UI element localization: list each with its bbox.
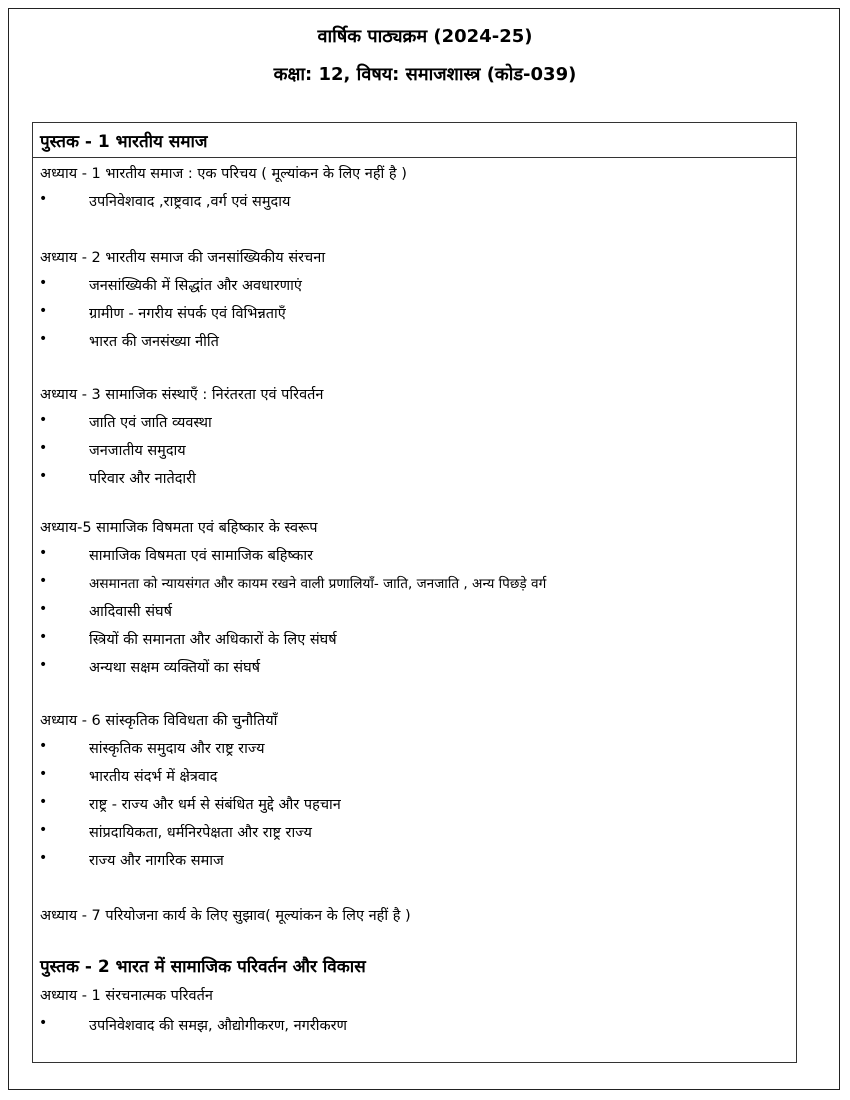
bullet-icon: • — [39, 303, 48, 319]
bullet-icon: • — [39, 601, 48, 617]
chapter-title: अध्याय - 7 परियोजना कार्य के लिए सुझाव( मूल्यांकन के लिए नहीं है ) — [40, 908, 411, 924]
bullet-icon: • — [39, 822, 48, 838]
list-item: सांस्कृतिक समुदाय और राष्ट्र राज्य — [89, 741, 265, 757]
list-item: उपनिवेशवाद की समझ, औद्योगीकरण, नगरीकरण — [89, 1018, 348, 1034]
syllabus-title: वार्षिक पाठ्यक्रम (2024-25) — [317, 26, 533, 47]
list-item: सांप्रदायिकता, धर्मनिरपेक्षता और राष्ट्र राज्य — [89, 825, 312, 841]
bullet-icon: • — [39, 191, 48, 207]
book1-title: पुस्तक - 1 भारतीय समाज — [40, 132, 208, 152]
bullet-icon: • — [39, 573, 48, 589]
chapter-title: अध्याय-5 सामाजिक विषमता एवं बहिष्कार के स्वरूप — [40, 520, 318, 536]
list-item: जनजातीय समुदाय — [89, 443, 186, 459]
bullet-icon: • — [39, 412, 48, 428]
list-item: सामाजिक विषमता एवं सामाजिक बहिष्कार — [89, 548, 314, 564]
bullet-icon: • — [39, 440, 48, 456]
bullet-icon: • — [39, 545, 48, 561]
list-item: आदिवासी संघर्ष — [89, 604, 173, 620]
list-item: अन्यथा सक्षम व्यक्तियों का संघर्ष — [89, 660, 261, 676]
bullet-icon: • — [39, 331, 48, 347]
book2-title: पुस्तक - 2 भारत में सामाजिक परिवर्तन और विकास — [40, 957, 366, 977]
bullet-icon: • — [39, 794, 48, 810]
list-item: जनसांख्यिकी में सिद्धांत और अवधारणाएं — [89, 278, 302, 294]
list-item: ग्रामीण - नगरीय संपर्क एवं विभिन्नताएँ — [89, 306, 286, 322]
list-item: भारतीय संदर्भ में क्षेत्रवाद — [89, 769, 218, 785]
chapter-title: अध्याय - 2 भारतीय समाज की जनसांख्यिकीय संरचना — [40, 250, 326, 266]
bullet-icon: • — [39, 657, 48, 673]
class-subject-line: कक्षा: 12, विषय: समाजशास्त्र (कोड-039) — [273, 64, 577, 85]
bullet-icon: • — [39, 275, 48, 291]
bullet-icon: • — [39, 629, 48, 645]
list-item: परिवार और नातेदारी — [89, 471, 196, 487]
chapter-title: अध्याय - 3 सामाजिक संस्थाएँ : निरंतरता एवं परिवर्तन — [40, 387, 324, 403]
list-item: जाति एवं जाति व्यवस्था — [89, 415, 212, 431]
list-item: राष्ट्र - राज्य और धर्म से संबंधित मुद्दे और पहचान — [89, 797, 341, 813]
chapter-title: अध्याय - 1 संरचनात्मक परिवर्तन — [40, 988, 213, 1004]
book1-title-row — [33, 123, 796, 158]
chapter-title: अध्याय - 1 भारतीय समाज : एक परिचय ( मूल्यांकन के लिए नहीं है ) — [40, 166, 407, 182]
list-item: भारत की जनसंख्या नीति — [89, 334, 219, 350]
chapter-title: अध्याय - 6 सांस्कृतिक विविधता की चुनौतियाँ — [40, 713, 278, 729]
bullet-icon: • — [39, 766, 48, 782]
list-item: उपनिवेशवाद ,राष्ट्रवाद ,वर्ग एवं समुदाय — [89, 194, 291, 210]
bullet-icon: • — [39, 1015, 48, 1031]
bullet-icon: • — [39, 468, 48, 484]
bullet-icon: • — [39, 738, 48, 754]
list-item: राज्य और नागरिक समाज — [89, 853, 224, 869]
syllabus-box — [32, 122, 797, 1063]
bullet-icon: • — [39, 850, 48, 866]
list-item: असमानता को न्यायसंगत और कायम रखने वाली प्रणालियाँ- जाति, जनजाति , अन्य पिछड़े वर्ग — [89, 576, 547, 592]
list-item: स्त्रियों की समानता और अधिकारों के लिए संघर्ष — [89, 632, 337, 648]
